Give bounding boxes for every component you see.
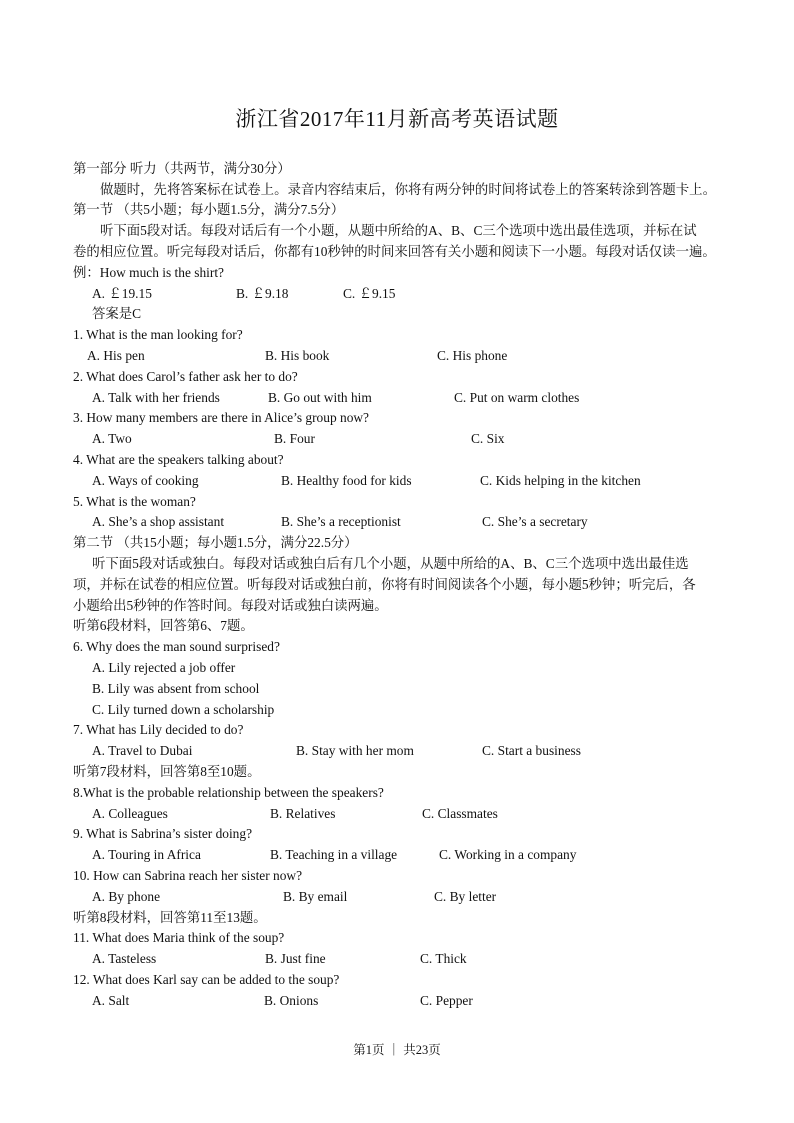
question: 7. What has Lily decided to do? — [73, 722, 244, 737]
question: 8.What is the probable relationship between the speakers? — [73, 785, 384, 800]
option-a: A. Touring in Africa — [92, 847, 201, 862]
part1-instruction: 做题时，先将答案标在试卷上。录音内容结束后，你将有两分钟的时间将试卷上的答案转涂到答题卡上。 — [100, 182, 716, 197]
example-question: 例：How much is the shirt? — [73, 265, 224, 280]
option-b: B. She’s a receptionist — [281, 514, 401, 529]
material-heading: 听第6段材料，回答第6、7题。 — [73, 618, 254, 633]
option-a: A. Two — [92, 431, 132, 446]
page-footer: 第1页 ｜ 共23页 — [353, 1043, 441, 1057]
option-a: A. She’s a shop assistant — [92, 514, 225, 529]
example-option: C. ￡9.15 — [343, 286, 396, 301]
option-a: A. Talk with her friends — [92, 390, 220, 405]
option-b: B. Lily was absent from school — [92, 681, 260, 696]
section2-instruction: 小题给出5秒钟的作答时间。每段对话或独白读两遍。 — [73, 598, 388, 613]
question: 4. What are the speakers talking about? — [73, 452, 284, 467]
option-c: C. Six — [471, 431, 505, 446]
question: 6. Why does the man sound surprised? — [73, 639, 280, 654]
section2-instruction: 听下面5段对话或独白。每段对话或独白后有几个小题，从题中所给的A、B、C三个选项中选出最佳选 — [92, 556, 689, 571]
question: 5. What is the woman? — [73, 494, 196, 509]
option-b: B. Teaching in a village — [270, 847, 398, 862]
option-c: C. His phone — [437, 348, 508, 363]
option-a: A. His pen — [87, 348, 145, 363]
page-title: 浙江省2017年11月新高考英语试题 — [235, 107, 559, 131]
option-c: C. Kids helping in the kitchen — [480, 473, 641, 488]
option-c: C. Lily turned down a scholarship — [92, 702, 275, 717]
example-option: A. ￡19.15 — [92, 286, 152, 301]
option-b: B. Just fine — [265, 951, 326, 966]
section1-instruction: 卷的相应位置。听完每段对话后，你都有10秒钟的时间来回答有关小题和阅读下一小题。每段对话仅读一遍。 — [73, 244, 716, 259]
option-a: A. Tasteless — [92, 951, 157, 966]
part1-heading: 第一部分 听力（共两节，满分30分） — [73, 161, 291, 176]
option-b: B. Healthy food for kids — [281, 473, 412, 488]
option-c: C. She’s a secretary — [482, 514, 588, 529]
example-answer: 答案是C — [92, 306, 142, 321]
option-a: A. Lily rejected a job offer — [92, 660, 236, 675]
example-option: B. ￡9.18 — [236, 286, 289, 301]
option-b: B. Four — [274, 431, 315, 446]
material-heading: 听第8段材料，回答第11至13题。 — [73, 910, 267, 925]
option-c: C. Pepper — [420, 993, 473, 1008]
option-a: A. Ways of cooking — [92, 473, 199, 488]
option-a: A. By phone — [92, 889, 161, 904]
question: 2. What does Carol’s father ask her to do? — [73, 369, 298, 384]
option-a: A. Travel to Dubai — [92, 743, 193, 758]
option-b: B. Onions — [264, 993, 319, 1008]
option-b: B. Go out with him — [268, 390, 372, 405]
section1-instruction: 听下面5段对话。每段对话后有一个小题，从题中所给的A、B、C三个选项中选出最佳选项，并标在试 — [100, 223, 697, 238]
section2-heading: 第二节 （共15小题；每小题1.5分，满分22.5分） — [73, 535, 358, 550]
question: 1. What is the man looking for? — [73, 327, 243, 342]
question: 3. How many members are there in Alice’s group now? — [73, 410, 369, 425]
option-c: C. Start a business — [482, 743, 581, 758]
option-a: A. Colleagues — [92, 806, 168, 821]
option-c: C. Put on warm clothes — [454, 390, 580, 405]
option-c: C. By letter — [434, 889, 497, 904]
question: 11. What does Maria think of the soup? — [73, 930, 285, 945]
option-c: C. Working in a company — [439, 847, 577, 862]
question: 12. What does Karl say can be added to the soup? — [73, 972, 340, 987]
option-c: C. Classmates — [422, 806, 498, 821]
material-heading: 听第7段材料，回答第8至10题。 — [73, 764, 261, 779]
section1-heading: 第一节 （共5小题；每小题1.5分，满分7.5分） — [73, 202, 345, 217]
question: 9. What is Sabrina’s sister doing? — [73, 826, 253, 841]
question: 10. How can Sabrina reach her sister now? — [73, 868, 303, 883]
section2-instruction: 项，并标在试卷的相应位置。听每段对话或独白前，你将有时间阅读各个小题，每小题5秒钟；听完后，各 — [73, 577, 696, 592]
option-c: C. Thick — [420, 951, 467, 966]
option-b: B. By email — [283, 889, 348, 904]
option-b: B. His book — [265, 348, 330, 363]
option-b: B. Stay with her mom — [296, 743, 414, 758]
option-a: A. Salt — [92, 993, 130, 1008]
option-b: B. Relatives — [270, 806, 336, 821]
